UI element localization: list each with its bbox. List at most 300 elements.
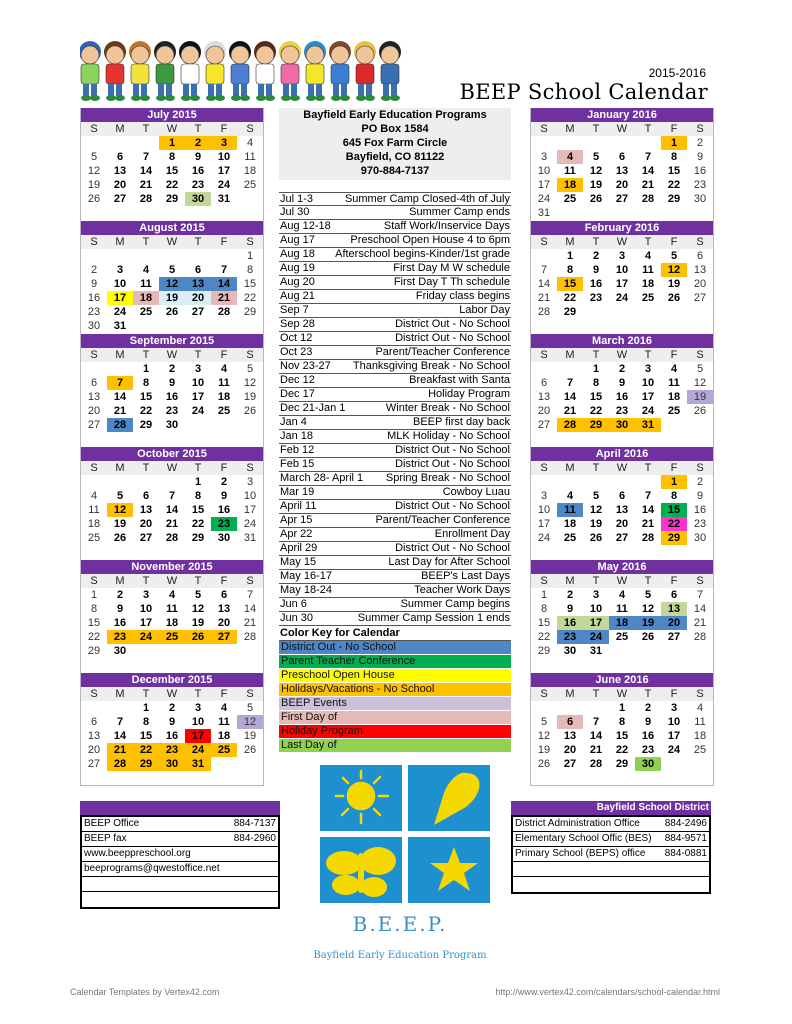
- calendar-day[interactable]: 28: [165, 532, 179, 544]
- calendar-day[interactable]: 12: [243, 377, 257, 389]
- calendar-day[interactable]: 18: [133, 291, 159, 305]
- calendar-day[interactable]: 9: [90, 278, 98, 290]
- calendar-day[interactable]: 31: [217, 193, 231, 205]
- calendar-day[interactable]: 16: [589, 278, 603, 290]
- calendar-day[interactable]: 31: [589, 645, 603, 657]
- calendar-day[interactable]: 10: [537, 504, 551, 516]
- calendar-day[interactable]: 8: [142, 716, 150, 728]
- calendar-day[interactable]: 4: [696, 702, 704, 714]
- calendar-day[interactable]: 10: [537, 165, 551, 177]
- calendar-day[interactable]: 23: [159, 743, 185, 757]
- calendar-day[interactable]: 7: [592, 716, 600, 728]
- calendar-day[interactable]: 11: [557, 503, 583, 517]
- contact-label[interactable]: www.beeppreschool.org: [84, 848, 191, 859]
- calendar-day[interactable]: 9: [194, 151, 202, 163]
- calendar-day[interactable]: 3: [211, 136, 237, 150]
- calendar-day[interactable]: 27: [87, 419, 101, 431]
- calendar-day[interactable]: 31: [635, 418, 661, 432]
- calendar-day[interactable]: 20: [563, 744, 577, 756]
- calendar-day[interactable]: 19: [589, 179, 603, 191]
- calendar-day[interactable]: 9: [618, 377, 626, 389]
- calendar-day[interactable]: 23: [589, 292, 603, 304]
- calendar-day[interactable]: 11: [244, 151, 256, 163]
- calendar-day[interactable]: 30: [113, 645, 127, 657]
- calendar-day[interactable]: 8: [670, 490, 678, 502]
- calendar-day[interactable]: 17: [537, 179, 551, 191]
- calendar-day[interactable]: 18: [667, 391, 681, 403]
- calendar-day[interactable]: 8: [540, 603, 548, 615]
- calendar-day[interactable]: 24: [615, 292, 629, 304]
- calendar-day[interactable]: 9: [696, 490, 704, 502]
- calendar-day[interactable]: 7: [644, 490, 652, 502]
- calendar-day[interactable]: 7: [644, 151, 652, 163]
- calendar-day[interactable]: 11: [166, 603, 178, 615]
- calendar-day[interactable]: 14: [211, 277, 237, 291]
- contact-label[interactable]: beeprograms@qwestoffice.net: [84, 863, 220, 874]
- calendar-day[interactable]: 14: [113, 730, 127, 742]
- calendar-day[interactable]: 29: [243, 306, 257, 318]
- calendar-day[interactable]: 31: [185, 757, 211, 771]
- calendar-day[interactable]: 27: [615, 193, 629, 205]
- calendar-day[interactable]: 13: [113, 165, 127, 177]
- calendar-day[interactable]: 24: [133, 630, 159, 644]
- calendar-day[interactable]: 10: [191, 716, 205, 728]
- calendar-day[interactable]: 4: [246, 137, 254, 149]
- calendar-day[interactable]: 6: [618, 151, 626, 163]
- calendar-day[interactable]: 12: [237, 715, 263, 729]
- calendar-day[interactable]: 14: [537, 278, 551, 290]
- calendar-day[interactable]: 30: [165, 419, 179, 431]
- calendar-day[interactable]: 24: [537, 193, 551, 205]
- calendar-day[interactable]: 5: [90, 151, 98, 163]
- calendar-day[interactable]: 28: [537, 306, 551, 318]
- calendar-day[interactable]: 23: [641, 744, 655, 756]
- calendar-day[interactable]: 7: [116, 716, 124, 728]
- calendar-day[interactable]: 8: [194, 490, 202, 502]
- calendar-day[interactable]: 1: [661, 475, 687, 489]
- calendar-day[interactable]: 13: [615, 504, 629, 516]
- calendar-day[interactable]: 1: [618, 702, 626, 714]
- calendar-day[interactable]: 21: [563, 405, 577, 417]
- calendar-day[interactable]: 14: [693, 603, 707, 615]
- calendar-day[interactable]: 22: [165, 179, 179, 191]
- calendar-day[interactable]: 7: [220, 264, 228, 276]
- calendar-day[interactable]: 23: [87, 306, 101, 318]
- calendar-day[interactable]: 12: [537, 730, 551, 742]
- calendar-day[interactable]: 9: [168, 716, 176, 728]
- calendar-day[interactable]: 10: [113, 278, 127, 290]
- calendar-day[interactable]: 20: [615, 518, 629, 530]
- calendar-day[interactable]: 20: [661, 616, 687, 630]
- calendar-day[interactable]: 2: [168, 363, 176, 375]
- calendar-day[interactable]: 19: [243, 730, 257, 742]
- calendar-day[interactable]: 17: [243, 504, 257, 516]
- calendar-day[interactable]: 6: [540, 377, 548, 389]
- calendar-day[interactable]: 19: [159, 291, 185, 305]
- calendar-day[interactable]: 28: [243, 631, 257, 643]
- calendar-day[interactable]: 23: [191, 179, 205, 191]
- calendar-day[interactable]: 3: [644, 363, 652, 375]
- calendar-day[interactable]: 16: [87, 292, 101, 304]
- calendar-day[interactable]: 9: [644, 716, 652, 728]
- calendar-day[interactable]: 23: [107, 630, 133, 644]
- calendar-day[interactable]: 4: [220, 702, 228, 714]
- calendar-day[interactable]: 28: [217, 306, 231, 318]
- calendar-day[interactable]: 23: [557, 630, 583, 644]
- calendar-day[interactable]: 21: [589, 744, 603, 756]
- calendar-day[interactable]: 2: [592, 250, 600, 262]
- calendar-day[interactable]: 19: [635, 616, 661, 630]
- calendar-day[interactable]: 29: [133, 757, 159, 771]
- calendar-day[interactable]: 16: [557, 616, 583, 630]
- calendar-day[interactable]: 17: [107, 291, 133, 305]
- calendar-day[interactable]: 15: [139, 730, 153, 742]
- calendar-day[interactable]: 31: [243, 532, 257, 544]
- calendar-day[interactable]: 4: [142, 264, 150, 276]
- calendar-day[interactable]: 10: [243, 490, 257, 502]
- calendar-day[interactable]: 17: [139, 617, 153, 629]
- calendar-day[interactable]: 14: [589, 730, 603, 742]
- calendar-day[interactable]: 13: [87, 391, 101, 403]
- calendar-day[interactable]: 21: [641, 518, 655, 530]
- calendar-day[interactable]: 21: [211, 291, 237, 305]
- calendar-day[interactable]: 12: [661, 263, 687, 277]
- calendar-day[interactable]: 5: [246, 363, 254, 375]
- calendar-day[interactable]: 22: [87, 631, 101, 643]
- calendar-day[interactable]: 17: [615, 278, 629, 290]
- calendar-day[interactable]: 1: [90, 589, 98, 601]
- calendar-day[interactable]: 7: [168, 490, 176, 502]
- calendar-day[interactable]: 19: [537, 744, 551, 756]
- calendar-day[interactable]: 29: [87, 645, 101, 657]
- calendar-day[interactable]: 23: [615, 405, 629, 417]
- calendar-day[interactable]: 19: [113, 518, 127, 530]
- calendar-day[interactable]: 13: [217, 603, 231, 615]
- calendar-day[interactable]: 31: [537, 207, 551, 219]
- calendar-day[interactable]: 25: [217, 405, 231, 417]
- calendar-day[interactable]: 14: [641, 165, 655, 177]
- calendar-day[interactable]: 30: [217, 532, 231, 544]
- calendar-day[interactable]: 30: [159, 757, 185, 771]
- calendar-day[interactable]: 27: [615, 532, 629, 544]
- calendar-day[interactable]: 17: [583, 616, 609, 630]
- calendar-day[interactable]: 24: [537, 532, 551, 544]
- calendar-day[interactable]: 11: [668, 377, 680, 389]
- calendar-day[interactable]: 6: [90, 716, 98, 728]
- calendar-day[interactable]: 6: [90, 377, 98, 389]
- calendar-day[interactable]: 20: [87, 405, 101, 417]
- calendar-day[interactable]: 26: [87, 193, 101, 205]
- calendar-day[interactable]: 9: [116, 603, 124, 615]
- calendar-day[interactable]: 8: [90, 603, 98, 615]
- calendar-day[interactable]: 18: [165, 617, 179, 629]
- calendar-day[interactable]: 5: [592, 490, 600, 502]
- calendar-day[interactable]: 24: [113, 306, 127, 318]
- calendar-day[interactable]: 6: [696, 250, 704, 262]
- calendar-day[interactable]: 5: [194, 589, 202, 601]
- calendar-day[interactable]: 14: [165, 504, 179, 516]
- calendar-day[interactable]: 26: [113, 532, 127, 544]
- calendar-day[interactable]: 25: [693, 744, 707, 756]
- calendar-day[interactable]: 19: [243, 391, 257, 403]
- calendar-day[interactable]: 27: [87, 758, 101, 770]
- calendar-day[interactable]: 3: [592, 589, 600, 601]
- calendar-day[interactable]: 7: [566, 377, 574, 389]
- calendar-day[interactable]: 2: [116, 589, 124, 601]
- calendar-day[interactable]: 10: [615, 264, 629, 276]
- calendar-day[interactable]: 12: [589, 165, 603, 177]
- calendar-day[interactable]: 17: [217, 165, 231, 177]
- calendar-day[interactable]: 28: [557, 418, 583, 432]
- calendar-day[interactable]: 19: [87, 179, 101, 191]
- calendar-day[interactable]: 14: [243, 603, 257, 615]
- calendar-day[interactable]: 27: [113, 193, 127, 205]
- calendar-day[interactable]: 8: [142, 377, 150, 389]
- calendar-day[interactable]: 21: [641, 179, 655, 191]
- calendar-day[interactable]: 21: [139, 179, 153, 191]
- calendar-day[interactable]: 27: [211, 630, 237, 644]
- calendar-day[interactable]: 12: [589, 504, 603, 516]
- calendar-day[interactable]: 5: [670, 250, 678, 262]
- calendar-day[interactable]: 24: [217, 179, 231, 191]
- calendar-day[interactable]: 4: [670, 363, 678, 375]
- calendar-day[interactable]: 18: [557, 178, 583, 192]
- calendar-day[interactable]: 1: [194, 476, 202, 488]
- calendar-day[interactable]: 21: [165, 518, 179, 530]
- calendar-day[interactable]: 10: [589, 603, 603, 615]
- calendar-day[interactable]: 20: [113, 179, 127, 191]
- calendar-day[interactable]: 15: [667, 165, 681, 177]
- calendar-day[interactable]: 29: [191, 532, 205, 544]
- calendar-day[interactable]: 28: [589, 758, 603, 770]
- calendar-day[interactable]: 30: [693, 532, 707, 544]
- calendar-day[interactable]: 17: [641, 391, 655, 403]
- calendar-day[interactable]: 20: [139, 518, 153, 530]
- calendar-day[interactable]: 2: [90, 264, 98, 276]
- calendar-day[interactable]: 3: [142, 589, 150, 601]
- calendar-day[interactable]: 5: [540, 716, 548, 728]
- calendar-day[interactable]: 26: [243, 405, 257, 417]
- calendar-day[interactable]: 10: [139, 603, 153, 615]
- calendar-day[interactable]: 7: [696, 589, 704, 601]
- calendar-day[interactable]: 10: [217, 151, 231, 163]
- calendar-day[interactable]: 16: [693, 504, 707, 516]
- calendar-day[interactable]: 29: [537, 645, 551, 657]
- calendar-day[interactable]: 22: [615, 744, 629, 756]
- calendar-day[interactable]: 29: [583, 418, 609, 432]
- calendar-day[interactable]: 18: [217, 730, 231, 742]
- calendar-day[interactable]: 11: [88, 504, 100, 516]
- calendar-day[interactable]: 4: [220, 363, 228, 375]
- calendar-day[interactable]: 12: [87, 165, 101, 177]
- calendar-day[interactable]: 14: [641, 504, 655, 516]
- calendar-day[interactable]: 5: [696, 363, 704, 375]
- calendar-day[interactable]: 3: [194, 363, 202, 375]
- calendar-day[interactable]: 25: [211, 743, 237, 757]
- calendar-day[interactable]: 27: [563, 758, 577, 770]
- calendar-day[interactable]: 26: [243, 744, 257, 756]
- calendar-day[interactable]: 26: [641, 631, 655, 643]
- calendar-day[interactable]: 6: [142, 490, 150, 502]
- calendar-day[interactable]: 22: [133, 743, 159, 757]
- calendar-day[interactable]: 13: [615, 165, 629, 177]
- calendar-day[interactable]: 31: [113, 320, 127, 332]
- calendar-day[interactable]: 11: [616, 603, 628, 615]
- calendar-day[interactable]: 16: [165, 391, 179, 403]
- calendar-day[interactable]: 22: [537, 631, 551, 643]
- calendar-day[interactable]: 1: [661, 136, 687, 150]
- calendar-day[interactable]: 26: [185, 630, 211, 644]
- calendar-day[interactable]: 10: [191, 377, 205, 389]
- calendar-day[interactable]: 29: [667, 193, 681, 205]
- calendar-day[interactable]: 2: [696, 137, 704, 149]
- calendar-day[interactable]: 28: [641, 532, 655, 544]
- calendar-day[interactable]: 11: [218, 716, 230, 728]
- calendar-day[interactable]: 16: [641, 730, 655, 742]
- calendar-day[interactable]: 24: [667, 744, 681, 756]
- calendar-day[interactable]: 18: [87, 518, 101, 530]
- calendar-day[interactable]: 5: [168, 264, 176, 276]
- calendar-day[interactable]: 15: [87, 617, 101, 629]
- calendar-day[interactable]: 12: [107, 503, 133, 517]
- calendar-day[interactable]: 6: [194, 264, 202, 276]
- calendar-day[interactable]: 25: [641, 292, 655, 304]
- calendar-day[interactable]: 22: [563, 292, 577, 304]
- calendar-day[interactable]: 29: [661, 531, 687, 545]
- calendar-day[interactable]: 18: [217, 391, 231, 403]
- calendar-day[interactable]: 16: [191, 165, 205, 177]
- calendar-day[interactable]: 25: [615, 631, 629, 643]
- calendar-day[interactable]: 22: [589, 405, 603, 417]
- calendar-day[interactable]: 30: [87, 320, 101, 332]
- calendar-day[interactable]: 9: [220, 490, 228, 502]
- calendar-day[interactable]: 22: [243, 292, 257, 304]
- calendar-day[interactable]: 29: [563, 306, 577, 318]
- calendar-day[interactable]: 29: [615, 758, 629, 770]
- calendar-day[interactable]: 7: [246, 589, 254, 601]
- calendar-day[interactable]: 17: [667, 730, 681, 742]
- calendar-day[interactable]: 30: [635, 757, 661, 771]
- calendar-day[interactable]: 13: [693, 264, 707, 276]
- calendar-day[interactable]: 25: [563, 193, 577, 205]
- calendar-day[interactable]: 22: [191, 518, 205, 530]
- calendar-day[interactable]: 27: [139, 532, 153, 544]
- calendar-day[interactable]: 29: [165, 193, 179, 205]
- calendar-day[interactable]: 22: [661, 517, 687, 531]
- calendar-day[interactable]: 21: [107, 743, 133, 757]
- calendar-day[interactable]: 28: [107, 757, 133, 771]
- calendar-day[interactable]: 15: [537, 617, 551, 629]
- calendar-day[interactable]: 15: [661, 503, 687, 517]
- calendar-day[interactable]: 1: [540, 589, 548, 601]
- calendar-day[interactable]: 14: [139, 165, 153, 177]
- calendar-day[interactable]: 2: [644, 702, 652, 714]
- calendar-day[interactable]: 30: [185, 192, 211, 206]
- calendar-day[interactable]: 11: [140, 278, 152, 290]
- calendar-day[interactable]: 24: [243, 518, 257, 530]
- calendar-day[interactable]: 16: [165, 730, 179, 742]
- calendar-day[interactable]: 16: [113, 617, 127, 629]
- calendar-day[interactable]: 13: [185, 277, 211, 291]
- calendar-day[interactable]: 2: [168, 702, 176, 714]
- calendar-day[interactable]: 23: [165, 405, 179, 417]
- calendar-day[interactable]: 15: [139, 391, 153, 403]
- calendar-day[interactable]: 8: [566, 264, 574, 276]
- calendar-day[interactable]: 12: [641, 603, 655, 615]
- calendar-day[interactable]: 12: [693, 377, 707, 389]
- calendar-day[interactable]: 1: [142, 363, 150, 375]
- calendar-day[interactable]: 20: [185, 291, 211, 305]
- calendar-day[interactable]: 17: [537, 518, 551, 530]
- calendar-day[interactable]: 12: [191, 603, 205, 615]
- calendar-day[interactable]: 14: [113, 391, 127, 403]
- calendar-day[interactable]: 11: [564, 165, 576, 177]
- calendar-day[interactable]: 2: [618, 363, 626, 375]
- calendar-day[interactable]: 5: [592, 151, 600, 163]
- calendar-day[interactable]: 3: [116, 264, 124, 276]
- calendar-day[interactable]: 16: [693, 165, 707, 177]
- calendar-day[interactable]: 9: [566, 603, 574, 615]
- calendar-day[interactable]: 30: [563, 645, 577, 657]
- calendar-day[interactable]: 17: [191, 391, 205, 403]
- calendar-day[interactable]: 29: [139, 419, 153, 431]
- calendar-day[interactable]: 15: [165, 165, 179, 177]
- calendar-day[interactable]: 25: [563, 532, 577, 544]
- calendar-day[interactable]: 23: [693, 179, 707, 191]
- calendar-day[interactable]: 1: [592, 363, 600, 375]
- calendar-day[interactable]: 18: [243, 165, 257, 177]
- calendar-day[interactable]: 18: [693, 730, 707, 742]
- calendar-day[interactable]: 26: [537, 758, 551, 770]
- calendar-day[interactable]: 6: [116, 151, 124, 163]
- calendar-day[interactable]: 24: [583, 630, 609, 644]
- calendar-day[interactable]: 19: [191, 617, 205, 629]
- calendar-day[interactable]: 23: [693, 518, 707, 530]
- calendar-day[interactable]: 21: [693, 617, 707, 629]
- calendar-day[interactable]: 13: [563, 730, 577, 742]
- calendar-day[interactable]: 8: [246, 264, 254, 276]
- calendar-day[interactable]: 20: [87, 744, 101, 756]
- calendar-day[interactable]: 28: [641, 193, 655, 205]
- calendar-day[interactable]: 26: [693, 405, 707, 417]
- calendar-day[interactable]: 15: [243, 278, 257, 290]
- calendar-day[interactable]: 25: [139, 306, 153, 318]
- calendar-day[interactable]: 7: [107, 376, 133, 390]
- calendar-day[interactable]: 21: [113, 405, 127, 417]
- calendar-day[interactable]: 24: [185, 743, 211, 757]
- calendar-day[interactable]: 8: [168, 151, 176, 163]
- calendar-day[interactable]: 3: [246, 476, 254, 488]
- calendar-day[interactable]: 28: [693, 631, 707, 643]
- calendar-day[interactable]: 25: [667, 405, 681, 417]
- calendar-day[interactable]: 11: [642, 264, 654, 276]
- calendar-day[interactable]: 18: [563, 518, 577, 530]
- calendar-day[interactable]: 23: [211, 517, 237, 531]
- calendar-day[interactable]: 4: [168, 589, 176, 601]
- calendar-day[interactable]: 27: [537, 419, 551, 431]
- calendar-day[interactable]: 15: [557, 277, 583, 291]
- calendar-day[interactable]: 9: [168, 377, 176, 389]
- calendar-day[interactable]: 20: [537, 405, 551, 417]
- calendar-day[interactable]: 3: [618, 250, 626, 262]
- calendar-day[interactable]: 26: [589, 532, 603, 544]
- calendar-day[interactable]: 26: [667, 292, 681, 304]
- calendar-day[interactable]: 10: [667, 716, 681, 728]
- calendar-day[interactable]: 8: [618, 716, 626, 728]
- calendar-day[interactable]: 3: [540, 151, 548, 163]
- calendar-day[interactable]: 27: [693, 292, 707, 304]
- calendar-day[interactable]: 1: [159, 136, 185, 150]
